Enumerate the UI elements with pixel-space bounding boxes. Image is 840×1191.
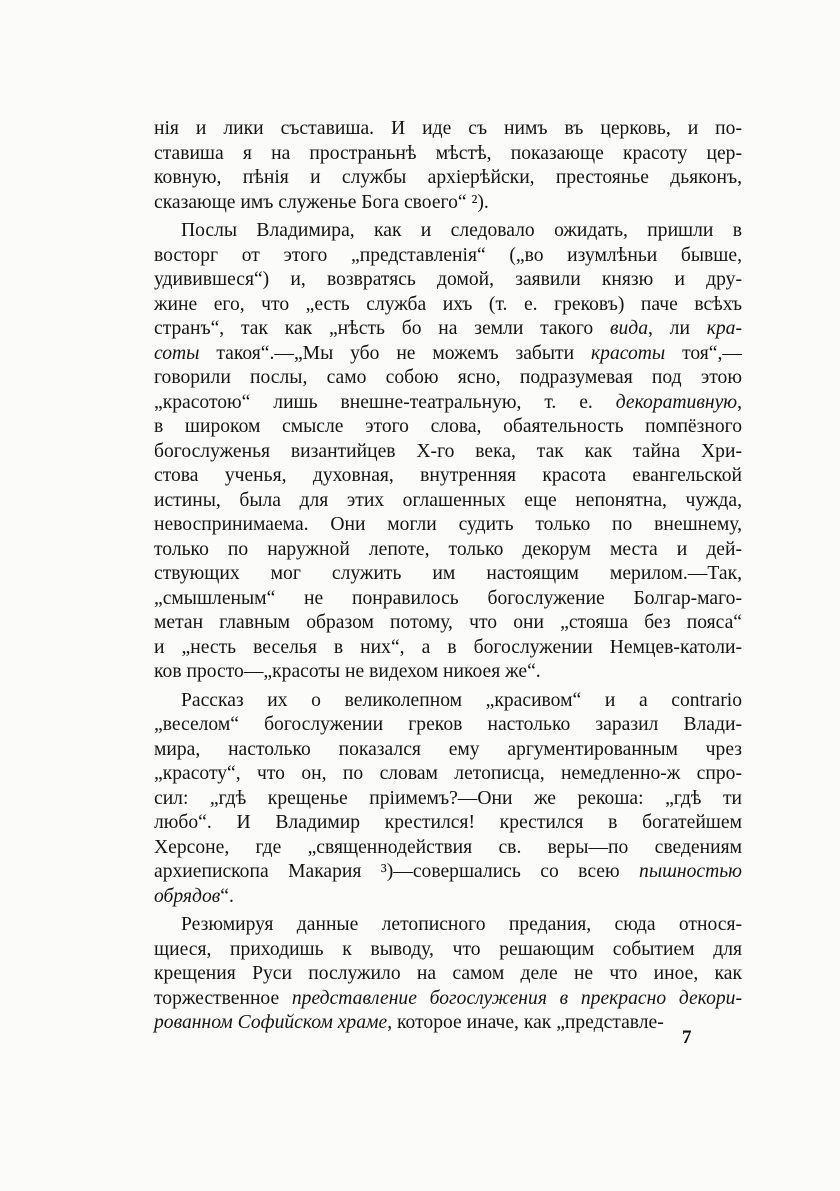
text-segment: Резюмируя данные летописного предания, сюда относя-: [181, 914, 742, 935]
text-segment: архиепископа Макария ³)—совершались со всею: [154, 861, 640, 882]
text-segment: жине его, что „есть служба ихъ (т. е. грековъ) паче всѣхъ: [154, 293, 742, 315]
text-segment: Рассказ их о великолепном „красивом“ и a contrario: [181, 689, 742, 711]
text-segment: , которое иначе, как „представле-: [387, 1012, 664, 1033]
text-line: [154, 689, 742, 714]
text-line: [154, 738, 742, 763]
text-segment: ковную, пѣнія и службы архіерѣйски, престоянье дьяконъ,: [154, 167, 742, 188]
body-text: [154, 117, 742, 1036]
text-line: [154, 587, 742, 612]
text-segment: такоя“.—„Мы убо не можемъ забыти: [199, 342, 591, 364]
text-segment: богослуженья византийцев X-го века, так как тайна Хри-: [154, 440, 742, 462]
text-line: [154, 938, 742, 963]
text-line: [154, 268, 742, 293]
text-segment: в широком смысле этого слова, обаятельность помпёзного: [154, 416, 742, 437]
text-segment: странъ“, так как „нѣсть бо на земли такого: [154, 318, 610, 339]
italic-segment: обрядов: [154, 885, 221, 907]
paragraph: [154, 913, 742, 1036]
text-line: [154, 987, 742, 1012]
text-line: [154, 244, 742, 269]
text-line: [154, 489, 742, 514]
italic-segment: соты: [154, 342, 200, 364]
text-segment: говорили послы, само собою ясно, подразумевая под этою: [154, 367, 742, 388]
text-segment: нія и лики съставиша. И иде съ нимъ въ церковь, и по-: [154, 118, 742, 139]
text-line: [154, 713, 742, 738]
text-segment: и „несть веселья в них“, а в богослужении Немцев-католи-: [154, 636, 742, 658]
text-line: [154, 538, 742, 563]
paragraph: [154, 117, 742, 215]
text-segment: только по наружной лепоте, только декорум места и дей-: [154, 538, 742, 560]
text-line: [154, 836, 742, 861]
text-segment: „красотою“ лишь внешне-театральную, т. е.: [154, 391, 616, 413]
text-line: [154, 293, 742, 318]
paragraph: [154, 219, 742, 685]
page-number: 7: [682, 1027, 692, 1048]
text-segment: истины, была для этих оглашенных еще непонятна, чужда,: [154, 489, 742, 511]
text-line: [154, 342, 742, 367]
text-segment: „смышленым“ не понравилось богослужение Болгар-маго-: [154, 587, 742, 609]
text-line: [154, 464, 742, 489]
text-line: [154, 611, 742, 636]
text-segment: удивившеся“) и, возвратясь домой, заявили князю и дру-: [154, 269, 742, 290]
text-line: [154, 142, 742, 167]
paragraph: [154, 689, 742, 910]
italic-segment: пышностью: [639, 861, 742, 882]
text-line: [154, 787, 742, 812]
text-line: [154, 191, 742, 216]
text-segment: стова ученья, духовная, внутренняя красота евангельской: [154, 465, 742, 486]
text-segment: ствующих мог служить им настоящим мерилом.—Так,: [154, 563, 742, 584]
text-segment: сказающе имъ служенье Бога своего“ ²).: [154, 191, 489, 213]
italic-segment: рованном Софийском храме: [154, 1012, 388, 1033]
text-line: [154, 440, 742, 465]
text-segment: ков просто—„красоты не видехом никоея же“.: [154, 661, 541, 682]
text-line: [154, 391, 742, 416]
text-line: [154, 562, 742, 587]
text-segment: любо“. И Владимир крестился! крестился в богатейшем: [154, 812, 742, 833]
text-line: [154, 415, 742, 440]
text-line: [154, 317, 742, 342]
text-segment: ,: [737, 391, 742, 413]
text-line: [154, 219, 742, 244]
text-segment: , ли: [648, 318, 707, 339]
text-segment: сил: „гдѣ крещенье пріимемъ?—Они же рекоша: „гдѣ ти: [154, 787, 742, 809]
text-segment: торжественное: [154, 987, 292, 1009]
text-segment: ставиша я на пространьнѣ мѣстѣ, показающе красоту цер-: [154, 142, 742, 164]
italic-segment: вида: [610, 318, 649, 339]
text-line: [154, 366, 742, 391]
italic-segment: декоративную: [615, 391, 738, 413]
text-line: [154, 117, 742, 142]
text-segment: тоя“,—: [665, 342, 742, 364]
text-segment: метан главным образом потому, что они „стояша без пояса“: [154, 612, 742, 633]
text-line: [154, 860, 742, 885]
text-segment: невоспринимаема. Они могли судить только по внешнему,: [154, 514, 742, 535]
text-segment: крещения Руси послужило на самом деле не что иное, как: [154, 963, 742, 984]
italic-segment: представление богослужения в прекрасно декори-: [291, 987, 743, 1009]
text-segment: мира, настолько показался ему аргументированным чрез: [154, 738, 742, 760]
text-line: [154, 885, 742, 910]
italic-segment: красоты: [591, 342, 666, 364]
text-segment: “.: [220, 885, 234, 907]
text-line: [154, 762, 742, 787]
text-segment: Херсоне, где „священнодействия св. веры—по сведениям: [154, 836, 742, 858]
text-line: [154, 166, 742, 191]
text-segment: „веселом“ богослужении греков настолько заразил Влади-: [154, 714, 742, 735]
text-line: [154, 513, 742, 538]
text-line: [154, 811, 742, 836]
text-segment: щиеся, приходишь к выводу, что решающим событием для: [154, 938, 742, 960]
italic-segment: кра-: [706, 318, 742, 339]
text-line: [154, 636, 742, 661]
text-segment: Послы Владимира, как и следовало ожидать, пришли в: [181, 220, 742, 241]
text-line: [154, 1011, 742, 1036]
text-line: [154, 913, 742, 938]
text-segment: восторг от этого „представленія“ („во изумлѣньи бывше,: [154, 244, 742, 266]
text-segment: „красоту“, что он, по словам летописца, немедленно-ж спро-: [154, 763, 742, 784]
text-line: [154, 962, 742, 987]
text-line: [154, 660, 742, 685]
